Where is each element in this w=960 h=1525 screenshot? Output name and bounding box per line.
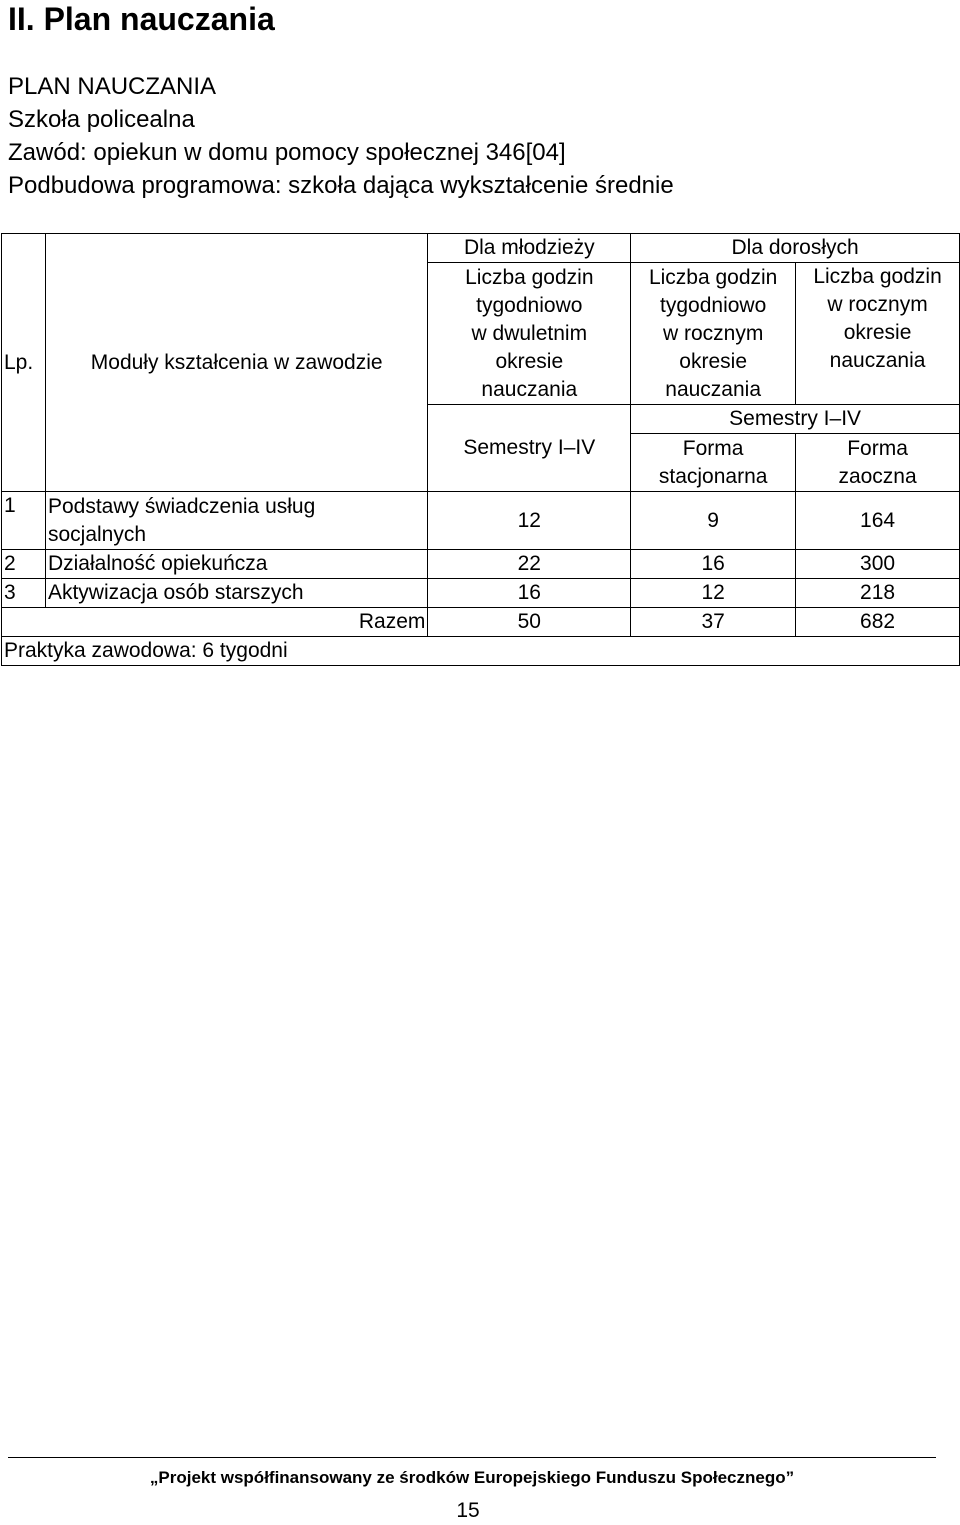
header-form-stationary: Forma stacjonarna [631,434,796,492]
total-stationary-hours: 37 [631,608,796,637]
header-adult-weekly-hours: Liczba godzin tygodniowo w rocznym okresie nauczania [631,263,796,405]
profession: Zawód: opiekun w domu pomocy społecznej 346[04] [8,139,566,166]
row-youth-hours: 16 [428,579,631,608]
program-base: Podbudowa programowa: szkoła dająca wykształcenie średnie [8,172,674,199]
total-row [2,608,960,637]
header-youth-semesters: Semestry I–IV [428,405,631,492]
plan-intro [8,70,674,202]
row-lp: 3 [2,579,46,608]
table-row [2,579,960,608]
practice-note: Praktyka zawodowa: 6 tygodni [2,637,960,666]
row-extramural-hours: 164 [796,492,960,550]
curriculum-table [1,233,960,666]
page-number: 15 [456,1499,480,1522]
header-adults: Dla dorosłych [631,234,960,263]
school-type: Szkoła policealna [8,106,195,133]
footer-project-note: „Projekt współfinansowany ze środków Europejskiego Funduszu Społecznego” [149,1468,795,1487]
header-youth: Dla młodzieży [428,234,631,263]
header-form-extramural: Forma zaoczna [796,434,960,492]
row-extramural-hours: 218 [796,579,960,608]
row-stationary-hours: 9 [631,492,796,550]
total-label: Razem [2,608,428,637]
plan-title: PLAN NAUCZANIA [8,73,217,100]
footer-divider [8,1457,936,1458]
total-youth-hours: 50 [428,608,631,637]
row-stationary-hours: 12 [631,579,796,608]
row-lp: 2 [2,550,46,579]
header-adult-yearly-hours: Liczba godzin w rocznym okresie nauczania [796,263,960,405]
practice-row [2,637,960,666]
header-youth-hours: Liczba godzin tygodniowo w dwuletnim okresie nauczania [428,263,631,405]
table-row [2,550,960,579]
table-row [2,492,960,550]
section-heading: II. Plan nauczania [8,1,275,37]
row-module: Podstawy świadczenia usług socjalnych [45,492,427,550]
header-modules: Moduły kształcenia w zawodzie [45,234,427,492]
row-lp: 1 [2,492,46,550]
row-youth-hours: 12 [428,492,631,550]
row-extramural-hours: 300 [796,550,960,579]
row-module: Działalność opiekuńcza [45,550,427,579]
row-youth-hours: 22 [428,550,631,579]
header-lp: Lp. [2,234,46,492]
total-extramural-hours: 682 [796,608,960,637]
row-module: Aktywizacja osób starszych [45,579,427,608]
header-adult-semesters: Semestry I–IV [631,405,960,434]
row-stationary-hours: 16 [631,550,796,579]
